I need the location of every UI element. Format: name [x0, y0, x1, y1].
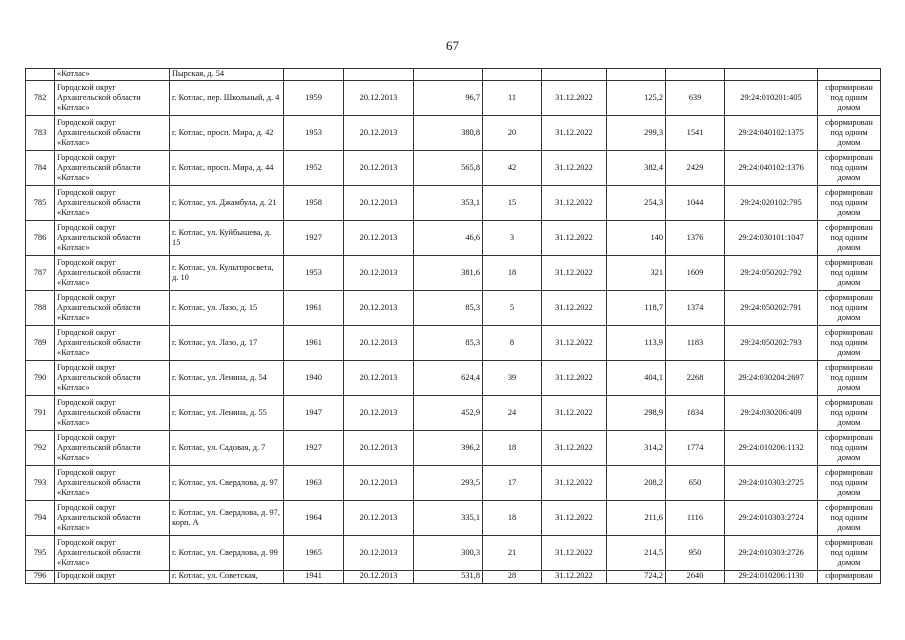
cell-municipality: Городской округ Архангельской области «Котлас» [55, 116, 170, 151]
cell-year: 1953 [284, 256, 344, 291]
cell-area: 396,2 [414, 431, 483, 466]
cell-number [26, 69, 55, 81]
cell-area: 335,1 [414, 501, 483, 536]
cell-area [414, 69, 483, 81]
cell-number: 788 [26, 291, 55, 326]
cell-municipality: Городской округ Архангельской области «Котлас» [55, 256, 170, 291]
cell-note: сформирован под одним домом [818, 326, 881, 361]
cell-deadline [542, 69, 607, 81]
cell-area2 [607, 69, 666, 81]
cell-area: 293,5 [414, 466, 483, 501]
cell-note: сформирован под одним домом [818, 116, 881, 151]
cell-deadline: 31.12.2022 [542, 361, 607, 396]
cell-deadline: 31.12.2022 [542, 326, 607, 361]
cell-municipality: Городской округ [55, 571, 170, 584]
cell-address: г. Котлас, ул. Свердлова, д. 99 [170, 536, 284, 571]
cell-address: г. Котлас, ул. Лазо, д. 15 [170, 291, 284, 326]
cell-deadline: 31.12.2022 [542, 291, 607, 326]
cell-note: сформирован под одним домом [818, 536, 881, 571]
cell-note: сформирован под одним домом [818, 396, 881, 431]
cell-municipality: Городской округ Архангельской области «Котлас» [55, 221, 170, 256]
cell-area2: 382,4 [607, 151, 666, 186]
cell-cadastral: 29:24:010206:1130 [725, 571, 818, 584]
cell-deadline: 31.12.2022 [542, 81, 607, 116]
cell-residents: 20 [483, 116, 542, 151]
cell-year: 1953 [284, 116, 344, 151]
cell-area3: 1609 [666, 256, 725, 291]
cell-note: сформирован [818, 571, 881, 584]
cell-cadastral: 29:24:050202:792 [725, 256, 818, 291]
cell-note: сформирован под одним домом [818, 501, 881, 536]
cell-area3: 1044 [666, 186, 725, 221]
cell-area3: 1834 [666, 396, 725, 431]
cell-address: г. Котлас, ул. Советская, [170, 571, 284, 584]
cell-residents: 39 [483, 361, 542, 396]
cell-municipality: Городской округ Архангельской области «Котлас» [55, 396, 170, 431]
cell-address: г. Котлас, просп. Мира, д. 42 [170, 116, 284, 151]
cell-deadline: 31.12.2022 [542, 536, 607, 571]
cell-deadline: 31.12.2022 [542, 431, 607, 466]
cell-address: г. Котлас, ул. Ленина, д. 54 [170, 361, 284, 396]
cell-residents: 15 [483, 186, 542, 221]
cell-deadline: 31.12.2022 [542, 396, 607, 431]
cell-cadastral: 29:24:050202:793 [725, 326, 818, 361]
table-row [26, 361, 881, 396]
cell-residents: 18 [483, 431, 542, 466]
cell-cadastral: 29:24:050202:791 [725, 291, 818, 326]
cell-residents: 18 [483, 501, 542, 536]
cell-date: 20.12.2013 [344, 221, 414, 256]
cell-area3: 1183 [666, 326, 725, 361]
cell-number: 792 [26, 431, 55, 466]
cell-cadastral: 29:24:040102:1376 [725, 151, 818, 186]
cell-number: 793 [26, 466, 55, 501]
cell-note: сформирован под одним домом [818, 81, 881, 116]
table-row [26, 536, 881, 571]
table-row [26, 151, 881, 186]
cell-address: г. Котлас, ул. Джамбула, д. 21 [170, 186, 284, 221]
cell-deadline: 31.12.2022 [542, 221, 607, 256]
cell-area3: 1116 [666, 501, 725, 536]
cell-residents [483, 69, 542, 81]
cell-area2: 211,6 [607, 501, 666, 536]
cell-cadastral: 29:24:030101:1047 [725, 221, 818, 256]
table-row [26, 466, 881, 501]
housing-registry-table [25, 68, 881, 584]
cell-date: 20.12.2013 [344, 571, 414, 584]
cell-deadline: 31.12.2022 [542, 466, 607, 501]
cell-address: г. Котлас, пер. Школьный, д. 4 [170, 81, 284, 116]
cell-cadastral: 29:24:010303:2725 [725, 466, 818, 501]
cell-area2: 125,2 [607, 81, 666, 116]
cell-date: 20.12.2013 [344, 151, 414, 186]
cell-area2: 298,9 [607, 396, 666, 431]
cell-residents: 42 [483, 151, 542, 186]
cell-date: 20.12.2013 [344, 466, 414, 501]
cell-date: 20.12.2013 [344, 431, 414, 466]
cell-note: сформирован под одним домом [818, 221, 881, 256]
cell-residents: 5 [483, 291, 542, 326]
cell-year: 1927 [284, 221, 344, 256]
cell-year: 1941 [284, 571, 344, 584]
cell-year: 1963 [284, 466, 344, 501]
cell-year: 1952 [284, 151, 344, 186]
cell-year: 1958 [284, 186, 344, 221]
cell-residents: 17 [483, 466, 542, 501]
cell-deadline: 31.12.2022 [542, 501, 607, 536]
cell-municipality: «Котлас» [55, 69, 170, 81]
cell-note: сформирован под одним домом [818, 361, 881, 396]
table-row [26, 291, 881, 326]
cell-area: 452,9 [414, 396, 483, 431]
cell-deadline: 31.12.2022 [542, 186, 607, 221]
cell-area2: 208,2 [607, 466, 666, 501]
cell-date: 20.12.2013 [344, 396, 414, 431]
cell-residents: 8 [483, 326, 542, 361]
cell-cadastral [725, 69, 818, 81]
cell-residents: 11 [483, 81, 542, 116]
cell-residents: 24 [483, 396, 542, 431]
cell-area2: 140 [607, 221, 666, 256]
cell-municipality: Городской округ Архангельской области «Котлас» [55, 151, 170, 186]
cell-area2: 118,7 [607, 291, 666, 326]
table-row [26, 326, 881, 361]
cell-area: 380,8 [414, 116, 483, 151]
cell-municipality: Городской округ Архангельской области «Котлас» [55, 431, 170, 466]
cell-municipality: Городской округ Архангельской области «Котлас» [55, 326, 170, 361]
cell-note: сформирован под одним домом [818, 466, 881, 501]
cell-area2: 214,5 [607, 536, 666, 571]
table-row [26, 256, 881, 291]
cell-area2: 321 [607, 256, 666, 291]
cell-residents: 18 [483, 256, 542, 291]
cell-address: г. Котлас, ул. Культпросвета, д. 10 [170, 256, 284, 291]
cell-note [818, 69, 881, 81]
cell-area: 565,8 [414, 151, 483, 186]
cell-residents: 28 [483, 571, 542, 584]
table-row [26, 431, 881, 466]
cell-address: г. Котлас, ул. Ленина, д. 55 [170, 396, 284, 431]
cell-area2: 314,2 [607, 431, 666, 466]
cell-number: 787 [26, 256, 55, 291]
cell-area3: 2640 [666, 571, 725, 584]
cell-cadastral: 29:24:040102:1375 [725, 116, 818, 151]
cell-date: 20.12.2013 [344, 326, 414, 361]
cell-date: 20.12.2013 [344, 186, 414, 221]
cell-date: 20.12.2013 [344, 291, 414, 326]
cell-municipality: Городской округ Архангельской области «Котлас» [55, 536, 170, 571]
cell-year: 1961 [284, 291, 344, 326]
cell-area3: 1774 [666, 431, 725, 466]
cell-cadastral: 29:24:020102:795 [725, 186, 818, 221]
cell-address: Пырская, д. 54 [170, 69, 284, 81]
cell-municipality: Городской округ Архангельской области «Котлас» [55, 186, 170, 221]
cell-date: 20.12.2013 [344, 536, 414, 571]
cell-number: 791 [26, 396, 55, 431]
cell-municipality: Городской округ Архангельской области «Котлас» [55, 466, 170, 501]
cell-area: 300,3 [414, 536, 483, 571]
cell-cadastral: 29:24:030206:409 [725, 396, 818, 431]
cell-number: 782 [26, 81, 55, 116]
cell-note: сформирован под одним домом [818, 256, 881, 291]
cell-area3 [666, 69, 725, 81]
cell-cadastral: 29:24:010206:1132 [725, 431, 818, 466]
cell-address: г. Котлас, ул. Лазо, д. 17 [170, 326, 284, 361]
cell-area3: 1541 [666, 116, 725, 151]
cell-area: 85,3 [414, 326, 483, 361]
cell-address: г. Котлас, ул. Куйбышева, д. 15 [170, 221, 284, 256]
cell-note: сформирован под одним домом [818, 291, 881, 326]
cell-deadline: 31.12.2022 [542, 571, 607, 584]
cell-cadastral: 29:24:030204:2697 [725, 361, 818, 396]
table-row-continued [26, 69, 881, 81]
cell-date: 20.12.2013 [344, 501, 414, 536]
table-row [26, 116, 881, 151]
cell-deadline: 31.12.2022 [542, 151, 607, 186]
cell-note: сформирован под одним домом [818, 186, 881, 221]
cell-date [344, 69, 414, 81]
table-row [26, 501, 881, 536]
table-row [26, 186, 881, 221]
cell-cadastral: 29:24:010303:2724 [725, 501, 818, 536]
cell-area: 46,6 [414, 221, 483, 256]
cell-area3: 2268 [666, 361, 725, 396]
cell-area: 381,6 [414, 256, 483, 291]
cell-cadastral: 29:24:010201:405 [725, 81, 818, 116]
cell-address: г. Котлас, ул. Свердлова, д. 97, корп. А [170, 501, 284, 536]
cell-number: 786 [26, 221, 55, 256]
cell-area: 96,7 [414, 81, 483, 116]
cell-number: 789 [26, 326, 55, 361]
cell-number: 794 [26, 501, 55, 536]
cell-municipality: Городской округ Архангельской области «Котлас» [55, 81, 170, 116]
cell-address: г. Котлас, ул. Свердлова, д. 97 [170, 466, 284, 501]
cell-municipality: Городской округ Архангельской области «Котлас» [55, 291, 170, 326]
cell-date: 20.12.2013 [344, 361, 414, 396]
cell-cadastral: 29:24:010303:2726 [725, 536, 818, 571]
cell-number: 790 [26, 361, 55, 396]
cell-year: 1961 [284, 326, 344, 361]
cell-area2: 724,2 [607, 571, 666, 584]
cell-address: г. Котлас, ул. Садовая, д. 7 [170, 431, 284, 466]
cell-year: 1940 [284, 361, 344, 396]
cell-area3: 650 [666, 466, 725, 501]
cell-area: 531,8 [414, 571, 483, 584]
cell-residents: 3 [483, 221, 542, 256]
cell-area2: 404,1 [607, 361, 666, 396]
cell-deadline: 31.12.2022 [542, 256, 607, 291]
cell-area3: 639 [666, 81, 725, 116]
page-number: 67 [446, 38, 459, 53]
cell-area2: 113,9 [607, 326, 666, 361]
table-row [26, 221, 881, 256]
cell-area2: 299,3 [607, 116, 666, 151]
cell-address: г. Котлас, просп. Мира, д. 44 [170, 151, 284, 186]
cell-date: 20.12.2013 [344, 81, 414, 116]
cell-year [284, 69, 344, 81]
cell-year: 1959 [284, 81, 344, 116]
cell-residents: 21 [483, 536, 542, 571]
cell-area3: 1376 [666, 221, 725, 256]
cell-number: 795 [26, 536, 55, 571]
cell-year: 1927 [284, 431, 344, 466]
cell-note: сформирован под одним домом [818, 151, 881, 186]
cell-number: 783 [26, 116, 55, 151]
cell-number: 784 [26, 151, 55, 186]
cell-number: 796 [26, 571, 55, 584]
cell-number: 785 [26, 186, 55, 221]
cell-area: 85,3 [414, 291, 483, 326]
cell-area2: 254,3 [607, 186, 666, 221]
cell-date: 20.12.2013 [344, 116, 414, 151]
cell-year: 1965 [284, 536, 344, 571]
cell-deadline: 31.12.2022 [542, 116, 607, 151]
cell-area: 624,4 [414, 361, 483, 396]
cell-date: 20.12.2013 [344, 256, 414, 291]
table-row [26, 396, 881, 431]
cell-area3: 1374 [666, 291, 725, 326]
cell-area3: 950 [666, 536, 725, 571]
table-row [26, 81, 881, 116]
table-row [26, 571, 881, 584]
cell-area: 353,1 [414, 186, 483, 221]
cell-note: сформирован под одним домом [818, 431, 881, 466]
cell-municipality: Городской округ Архангельской области «Котлас» [55, 501, 170, 536]
cell-municipality: Городской округ Архангельской области «Котлас» [55, 361, 170, 396]
cell-year: 1947 [284, 396, 344, 431]
cell-year: 1964 [284, 501, 344, 536]
cell-area3: 2429 [666, 151, 725, 186]
